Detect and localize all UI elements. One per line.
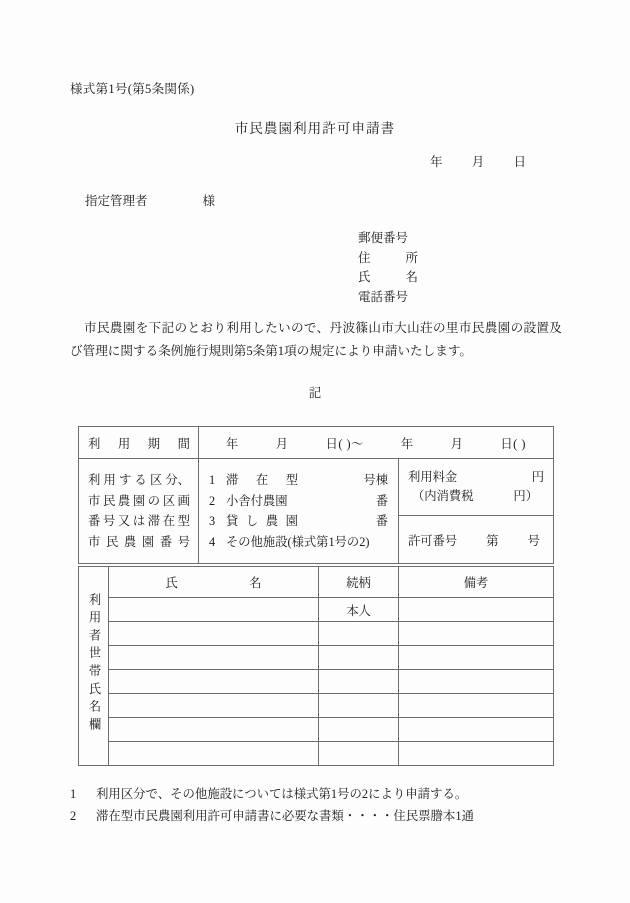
table-row [79,622,554,646]
column-header-note: 備考 [399,567,554,598]
table-row [79,694,554,718]
period-value-cell[interactable] [199,427,554,459]
addressee-line [85,191,215,209]
usage-label-line-3: 番 号 又 は 滞 在 型 [88,514,190,528]
table-header-row [79,567,554,598]
name-label: 氏 名 [358,270,418,285]
date-day: 日 [513,155,526,169]
usage-label-cell [79,459,199,564]
usage-label-line-4: 市 民 農 園 番 号 [88,534,190,549]
period-end-year: 年 [400,436,414,451]
footer-note-2: 2 滞在型市民農園利用許可申請書に必要な書類・・・・住民票謄本1通 [70,806,474,828]
table-row [79,718,554,742]
cell-name[interactable] [109,718,319,742]
table-row [79,598,554,622]
option-item-4[interactable]: 4 その他施設(様式第1号の2) [209,532,388,553]
column-header-name: 氏 名 [109,567,319,598]
cell-name[interactable] [109,646,319,670]
table-row [79,646,554,670]
cell-relation[interactable] [319,718,399,742]
table-row [79,670,554,694]
option-unit-3: 番 [375,514,388,528]
option-item-2[interactable]: 2 小舎付農園 番 [209,491,388,512]
tax-unit: 円） [513,489,538,504]
period-start-year: 年 [226,436,239,451]
period-end-month: 月 [450,436,464,451]
cell-note[interactable] [399,646,554,670]
table-row [79,742,554,766]
cell-note[interactable] [399,742,554,766]
table-row-period [79,427,554,459]
cell-relation[interactable] [319,694,399,718]
tax-line [408,487,544,507]
permit-label: 許可番号 [408,533,458,548]
cell-name[interactable] [109,670,319,694]
option-unit-2: 番 [375,493,388,508]
period-start-month: 月 [275,436,289,451]
cell-name[interactable] [109,622,319,646]
fee-line [408,468,544,488]
body-paragraph: 市民農園を下記のとおり利用したいので、丹波篠山市大山荘の里市民農園の設置及び管理に関する条例施行規則第5条第1項の規定により申請いたします。 [70,321,562,358]
permit-cell[interactable] [399,516,554,564]
permit-prefix: 第 [486,533,499,548]
footer-note-1: 1 利用区分で、その他施設については様式第1号の2により申請する。 [70,784,474,806]
usage-options-cell[interactable] [199,459,399,564]
applicant-info-block [358,229,418,307]
cell-relation[interactable] [319,742,399,766]
cell-name[interactable] [109,694,319,718]
usage-label-line-2: 市 民 農 園 の 区 画 [88,493,190,508]
addressee-honorific: 様 [202,194,215,208]
table-row-usage [79,459,554,516]
footer-notes [70,784,474,827]
option-label-3: 貸 し 農 園 [226,514,298,528]
option-label-2: 小舎付農園 [226,493,288,508]
option-label-1: 滞 在 型 [226,473,298,487]
address-label: 住 所 [358,250,418,265]
fee-label: 利用料金 [408,469,458,484]
column-header-relation: 続柄 [319,567,399,598]
cell-note[interactable] [399,670,554,694]
cell-relation[interactable] [319,646,399,670]
household-members-table [78,566,554,766]
fee-cell[interactable] [399,459,554,516]
date-line [430,152,526,170]
option-unit-1: 号棟 [363,473,388,487]
option-label-4: その他施設(様式第1号の2) [226,534,370,549]
cell-name[interactable] [109,742,319,766]
cell-name[interactable] [109,598,319,622]
option-item-1[interactable]: 1 滞 在 型 号棟 [209,470,388,491]
period-end-day: 日( ) [500,436,526,451]
postal-code-label: 郵便番号 [358,231,409,245]
document-title: 市民農園利用許可申請書 [234,121,396,136]
usage-details-table [78,426,554,564]
household-vertical-label: 利用者世帯氏名欄 [79,567,109,766]
phone-label: 電話番号 [358,289,409,304]
date-year: 年 [430,155,443,169]
cell-note[interactable] [399,598,554,622]
usage-label-line-1: 利 用 す る 区 分、 [88,473,190,487]
addressee-name: 指定管理者 [85,194,148,208]
cell-relation[interactable] [319,622,399,646]
tax-label: （内消費税 [412,489,474,504]
period-start-day: 日( )～ [325,436,364,451]
ki-marker: 記 [308,386,322,400]
period-label-cell: 利 用 期 間 [79,427,199,459]
form-number: 様式第1号(第5条関係) [70,82,195,96]
cell-relation[interactable] [319,670,399,694]
date-month: 月 [471,155,485,169]
cell-note[interactable] [399,622,554,646]
option-item-3[interactable]: 3 貸 し 農 園 番 [209,511,388,532]
cell-note[interactable] [399,694,554,718]
footer-note-2-text: 滞在型市民農園利用許可申請書に必要な書類・・・・住民票謄本1通 [96,808,474,823]
fee-unit: 円 [531,469,544,484]
permit-line [408,531,544,549]
permit-suffix: 号 [527,533,540,548]
footer-note-1-text: 利用区分で、その他施設については様式第1号の2により申請する。 [96,787,468,801]
cell-note[interactable] [399,718,554,742]
cell-relation[interactable]: 本人 [319,598,399,622]
